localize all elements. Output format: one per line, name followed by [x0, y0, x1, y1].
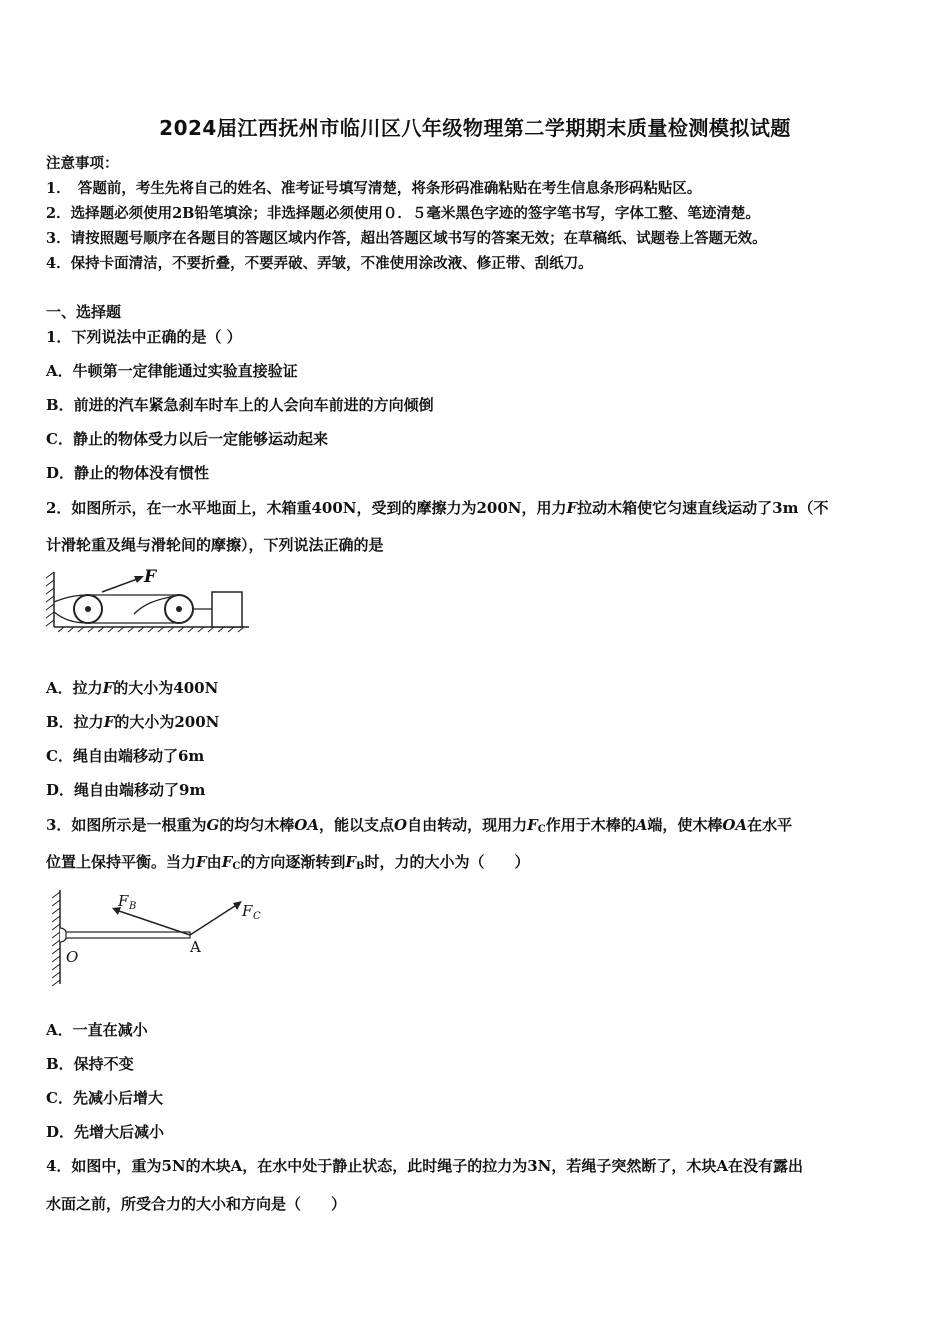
q3-stem-line1: 3．如图所示是一根重为G的均匀木棒OA，能以支点O自由转动，现用力$F_C$作用于木棒的A端，使木棒OA在水平 — [46, 816, 793, 835]
q1-option-a: A．牛顿第一定律能通过实验直接验证 — [46, 362, 298, 380]
q1-option-b: B．前进的汽车紧急刹车时车上的人会向车前进的方向倾倒 — [46, 396, 434, 414]
q1-stem: 1．下列说法中正确的是（ ） — [46, 328, 242, 346]
q3-label-a: A — [190, 938, 201, 956]
q2-option-b: B．拉力F的大小为200N — [46, 713, 220, 731]
notice-item-2: 2．选择题必须使用2B铅笔填涂；非选择题必须使用０．５毫米黑色字迹的签字笔书写，字体工整、笔迹清楚。 — [46, 205, 760, 222]
q2-var-f: F — [566, 499, 578, 517]
q4-stem-line1: 4．如图中，重为5N的木块A，在水中处于静止状态，此时绳子的拉力为3N，若绳子突然断了，木块A在没有露出 — [46, 1157, 804, 1175]
q2-pulley-figure — [44, 562, 254, 638]
q3-label-fc: F — [242, 902, 253, 920]
q3-label-fb: F — [118, 892, 129, 910]
q2-figure-label-f: F — [144, 567, 157, 587]
q2-option-c: C．绳自由端移动了6m — [46, 747, 205, 765]
q3-option-c: C．先减小后增大 — [46, 1089, 163, 1107]
section-title: 一、选择题 — [46, 303, 122, 321]
q3-label-fc-sub: C — [253, 911, 261, 922]
q4-stem-line2: 水面之前，所受合力的大小和方向是（ ） — [46, 1195, 347, 1213]
q3-label-fb-sub: B — [129, 901, 137, 912]
q1-option-d: D．静止的物体没有惯性 — [46, 464, 210, 482]
q2-stem-line2: 计滑轮重及绳与滑轮间的摩擦），下列说法正确的是 — [46, 536, 384, 554]
q2-option-d: D．绳自由端移动了9m — [46, 781, 206, 799]
q3-lever-figure — [44, 886, 284, 990]
q3-option-a: A．一直在减小 — [46, 1021, 148, 1039]
q3-option-b: B．保持不变 — [46, 1055, 134, 1073]
q3-stem-line2: 位置上保持平衡。当力F由$F_C$的方向逐渐转到$F_B$时，力的大小为（ ） — [46, 853, 530, 872]
notice-item-4: 4．保持卡面清洁，不要折叠，不要弄破、弄皱，不准使用涂改液、修正带、刮纸刀。 — [46, 255, 593, 272]
q3-option-d: D．先增大后减小 — [46, 1123, 165, 1141]
q2-text: 2．如图所示，在一水平地面上，木箱重400N，受到的摩擦力为200N，用力 — [46, 499, 567, 517]
q2-option-a: A．拉力F的大小为400N — [46, 679, 219, 697]
q1-option-c: C．静止的物体受力以后一定能够运动起来 — [46, 430, 328, 448]
notice-item-3: 3．请按照题号顺序在各题目的答题区域内作答，超出答题区域书写的答案无效；在草稿纸、试题卷上答题无效。 — [46, 230, 767, 247]
q2-stem-line1 — [46, 497, 828, 518]
page-title: 2024届江西抚州市临川区八年级物理第二学期期末质量检测模拟试题 — [159, 116, 791, 140]
notice-item-1: 1． 答题前，考生先将自己的姓名、准考证号填写清楚，将条形码准确粘贴在考生信息条形码粘贴区。 — [46, 180, 702, 197]
notice-heading: 注意事项： — [46, 155, 119, 172]
q2-text: 拉动木箱使它匀速直线运动了3m（不 — [577, 499, 829, 517]
q3-label-o: O — [66, 948, 79, 966]
